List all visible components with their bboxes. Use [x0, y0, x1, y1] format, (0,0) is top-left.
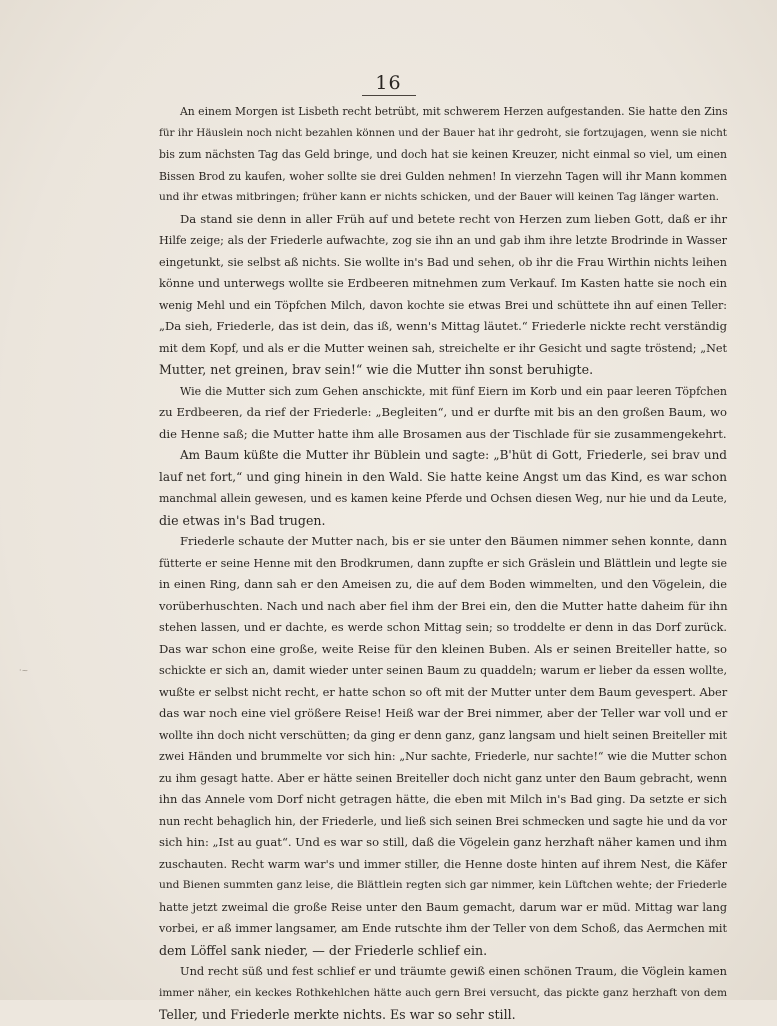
- text-line: und ihr etwas mitbringen; früher kann er nichts schicken, und der Bauer will keinen Tag länger warten.: [159, 191, 720, 203]
- text-line: Teller, und Friederle merkte nichts. Es war so sehr still.: [159, 1007, 516, 1022]
- text-line: immer näher, ein keckes Rothkehlchen hätte auch gern Brei versucht, das pickte ganz herzhaft von dem: [159, 986, 727, 999]
- text-line: mit dem Kopf, und als er die Mutter weinen sah, streichelte er ihr Gesicht und sagte tröstend; „Net: [159, 341, 727, 355]
- paragraph: [159, 101, 727, 209]
- text-line: hatte jetzt zweimal die große Reise unter den Baum gemacht, darum war er müd. Mittag war lang: [159, 900, 727, 914]
- text-line: Friederle schaute der Mutter nach, bis er sie unter den Bäumen nimmer sehen konnte, dann: [180, 534, 727, 548]
- text-line: ihn das Annele vom Dorf nicht getragen hätte, die eben mit Milch in's Bad ging. Da setzte er sich: [159, 792, 727, 806]
- text-line: Das war schon eine große, weite Reise für den kleinen Buben. Als er seinen Breiteller hatte, so: [159, 641, 727, 656]
- text-line: zu ihm gesagt hatte. Aber er hätte seinen Breiteller doch nicht ganz unter den Baum gebracht, wenn: [159, 771, 727, 785]
- text-line: manchmal allein gewesen, und es kamen keine Pferde und Ochsen diesen Weg, nur hie und da Leute,: [159, 492, 727, 505]
- text-line: dem Löffel sank nieder, — der Friederle schlief ein.: [159, 942, 488, 958]
- text-line: das war noch eine viel größere Reise! Heiß war der Brei nimmer, aber der Teller war voll und er: [159, 706, 728, 720]
- page-number: 16: [375, 72, 402, 94]
- header-rule: [362, 95, 416, 96]
- paragraph: [159, 381, 727, 446]
- text-line: bis zum nächsten Tag das Geld bringe, und doch hat sie keinen Kreuzer, nicht einmal so viel, um einen: [159, 148, 727, 161]
- text-line: sich hin: „Ist au guat“. Und es war so still, daß die Vögelein ganz herzhaft näher kamen und ihm: [159, 835, 727, 849]
- text-line: die Henne saß; die Mutter hatte ihm alle Brosamen aus der Tischlade für sie zusammengekehrt.: [159, 426, 727, 441]
- text-line: schickte er sich an, damit wieder unter seinen Baum zu quaddeln; warum er lieber da essen wollte,: [159, 664, 727, 677]
- text-line: vorbei, er aß immer langsamer, am Ende rutschte ihm der Teller von dem Schoß, das Aermchen mit: [159, 922, 727, 935]
- text-line: Wie die Mutter sich zum Gehen anschickte, mit fünf Eiern im Korb und ein paar leeren Töpfchen: [180, 384, 727, 398]
- paragraph: [159, 209, 727, 381]
- text-line: zuschauten. Recht warm war's und immer stiller, die Henne doste hinten auf ihrem Nest, die Käfer: [159, 857, 727, 871]
- text-line: Mutter, net greinen, brav sein!“ wie die Mutter ihn sonst beruhigte.: [159, 362, 594, 377]
- text-line: wollte ihn doch nicht verschütten; da ging er denn ganz, ganz langsam und hielt seinen Breiteller mit: [159, 728, 728, 742]
- text-line: nun recht behaglich hin, der Friederle, und ließ sich seinen Brei schmecken und sagte hie und da vor: [159, 814, 727, 828]
- paragraph: [159, 531, 727, 961]
- text-line: zu Erdbeeren, da rief der Friederle: „Begleiten“, und er durfte mit bis an den großen Baum, wo: [159, 405, 727, 419]
- paragraph: [159, 961, 727, 1026]
- text-line: und Bienen summten ganz leise, die Blättlein regten sich gar nimmer, kein Lüftchen wehte; der Friederle: [159, 879, 727, 891]
- text-line: stehen lassen, und er dachte, es werde schon Mittag sein; so troddelte er denn in das Dorf zurück.: [159, 621, 727, 634]
- paragraph: [159, 445, 727, 531]
- text-line: zwei Händen und brummelte vor sich hin: „Nur sachte, Friederle, nur sachte!“ wie die Mutter schon: [159, 750, 727, 763]
- text-line: eingetunkt, sie selbst aß nichts. Sie wollte in's Bad und sehen, ob ihr die Frau Wirthin nichts leihen: [159, 255, 727, 269]
- text-line: wußte er selbst nicht recht, er hatte schon so oft mit der Mutter unter dem Baum gevespert. Aber: [159, 684, 728, 699]
- text-line: Und recht süß und fest schlief er und träumte gewiß einen schönen Traum, die Vöglein kamen: [180, 964, 727, 978]
- text-line: könne und unterwegs wollte sie Erdbeeren mitnehmen zum Verkauf. Im Kasten hatte sie noch ein: [159, 276, 727, 290]
- text-line: Hilfe zeige; als der Friederle aufwachte, zog sie ihn an und gab ihm ihre letzte Brodrinde in Wasser: [159, 234, 727, 247]
- text-line: Da stand sie denn in aller Früh auf und betete recht von Herzen zum lieben Gott, daß er ihr: [180, 211, 727, 226]
- text-line: vorüberhuschten. Nach und nach aber fiel ihm der Brei ein, den die Mutter hatte daheim für ihn: [159, 598, 728, 613]
- text-line: Bissen Brod zu kaufen, woher sollte sie drei Gulden nehmen! In vierzehn Tagen will ihr Mann kommen: [159, 169, 727, 183]
- text-line: Am Baum küßte die Mutter ihr Büblein und sagte: „B'hüt di Gott, Friederle, sei brav und: [180, 448, 727, 462]
- text-line: in einen Ring, dann sah er den Ameisen zu, die auf dem Boden wimmelten, und den Vögelein, die: [159, 577, 727, 591]
- text-line: lauf net fort,“ und ging hinein in den Wald. Sie hatte keine Angst um das Kind, es war schon: [159, 469, 727, 484]
- text-line: „Da sieh, Friederle, das ist dein, das iß, wenn's Mittag läutet.“ Friederle nickte recht verständig: [159, 319, 727, 333]
- text-line: fütterte er seine Henne mit den Brodkrumen, dann zupfte er sich Gräslein und Blättlein und legte sie: [159, 556, 727, 570]
- text-line: wenig Mehl und ein Töpfchen Milch, davon kochte sie etwas Brei und schüttete ihn auf einen Teller:: [159, 298, 727, 312]
- text-line: für ihr Häuslein noch nicht bezahlen können und der Bauer hat ihr gedroht, sie fortzujagen, wenn sie nicht: [159, 126, 727, 139]
- text-line: die etwas in's Bad trugen.: [159, 512, 326, 528]
- text-line: An einem Morgen ist Lisbeth recht betrübt, mit schwerem Herzen aufgestanden. Sie hatte den Zins: [180, 105, 728, 118]
- body-text: [159, 101, 727, 1026]
- margin-mark: ·~: [19, 666, 29, 675]
